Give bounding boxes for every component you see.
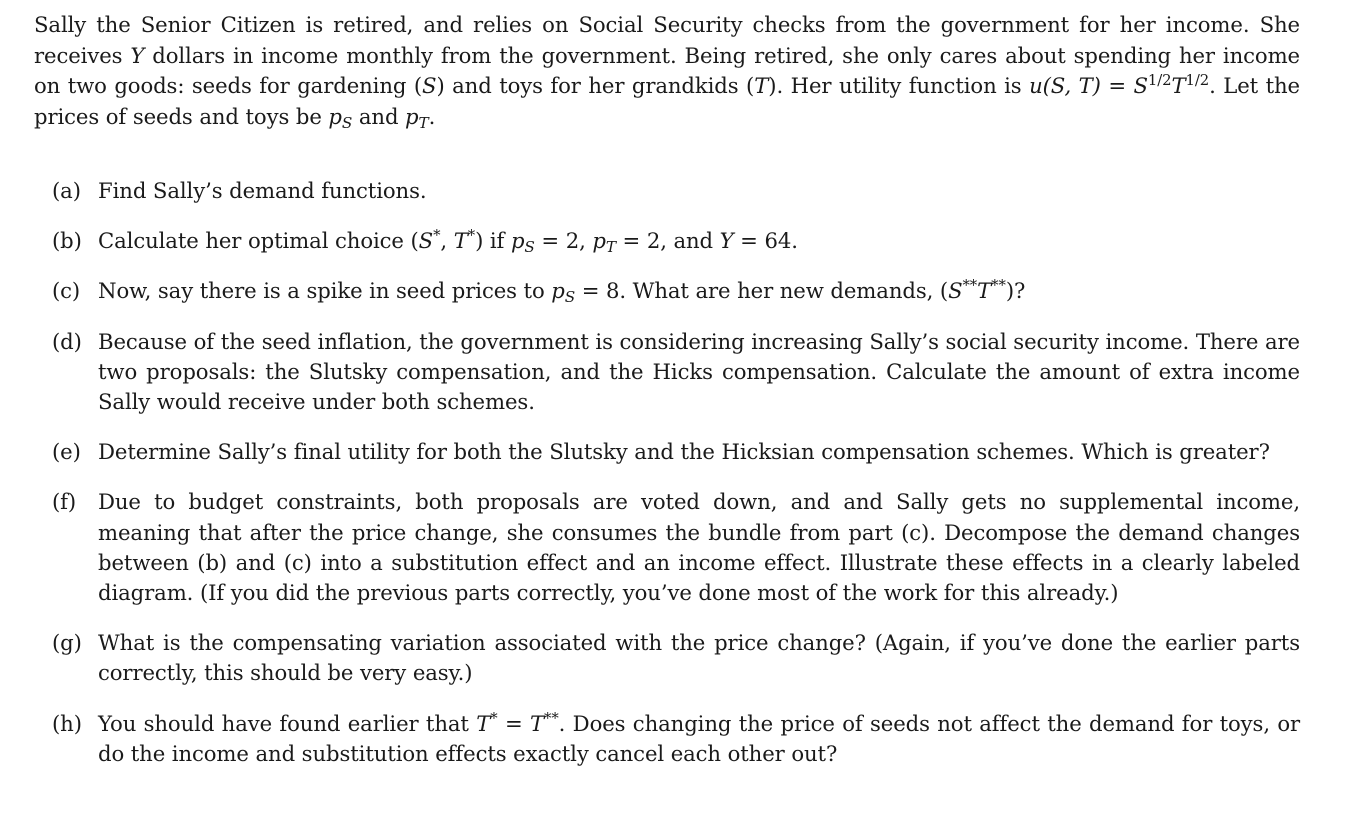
problem-intro <box>34 10 1300 132</box>
question-e <box>52 437 1300 467</box>
question-label: (e) <box>52 439 81 465</box>
question-d <box>52 327 1300 418</box>
question-text: Calculate her optimal choice (S*, T*) if $p_S = 2$, $p_T = 2$, and Y = 64. <box>98 227 798 257</box>
question-h <box>52 709 1300 769</box>
question-text: Due to budget constraints, both proposals are voted down, and and Sally gets no supplemental income, meaning that after the price change, she consumes the bundle from part (c). Decompose the demand changes between (b) and (c) into a substitution effect and an income effect. Illustrate these effects in a clearly labeled diagram. (If you did the previous parts correctly, you’ve done most of the work for this already.) <box>98 489 1300 606</box>
question-text: Now, say there is a spike in seed prices to $p_S = 8$. What are her new demands, (S**T**)? <box>98 277 1026 307</box>
intro-text: ) and toys for her grandkids ( <box>436 73 755 98</box>
var-income: Y <box>130 42 145 68</box>
question-label: (f) <box>52 489 77 515</box>
intro-text: ). Her utility function is <box>768 73 1030 98</box>
question-text: Find Sally’s demand functions. <box>98 178 427 203</box>
intro-text: Sally the Senior Citizen is retired, and relies on Social Security checks from the government for her income. She receives <box>34 12 1300 68</box>
intro-text: . Let the prices of seeds and toys be <box>34 73 1300 129</box>
question-label: (b) <box>52 228 82 254</box>
question-label: (c) <box>52 278 81 304</box>
var-seeds: S <box>422 73 437 98</box>
question-text: What is the compensating variation associated with the price change? (Again, if you’ve done the earlier parts correctly, this should be very easy.) <box>98 630 1300 686</box>
intro-text: dollars in income monthly from the government. Being retired, she only cares about spending her income on two goods: seeds for gardening ( <box>34 42 1300 98</box>
question-label: (g) <box>52 630 82 656</box>
question-text: Because of the seed inflation, the government is considering increasing Sally’s social security income. There are two proposals: the Slutsky compensation, and the Hicks compensation. Calculate the amount of extra income Sally would receive under both schemes. <box>98 328 1300 415</box>
question-text: Determine Sally’s final utility for both the Slutsky and the Hicksian compensation schemes. Which is greater? <box>98 439 1270 465</box>
question-c <box>52 276 1300 306</box>
question-label: (d) <box>52 328 82 354</box>
question-label: (a) <box>52 178 81 203</box>
price-seeds: $p_S$ <box>328 103 353 132</box>
utility-function: u(S, $T) = S^{1/2}T^{1/2}$ <box>1029 71 1210 98</box>
question-f <box>52 487 1300 608</box>
price-toys: $p_T$ <box>405 103 429 132</box>
problem-page <box>34 10 1300 132</box>
intro-text: and <box>352 103 406 129</box>
intro-text: . <box>428 103 436 129</box>
question-list <box>52 176 1300 769</box>
var-toys: T <box>754 73 769 98</box>
question-g <box>52 628 1300 688</box>
question-a <box>52 176 1300 206</box>
question-b <box>52 226 1300 256</box>
question-label: (h) <box>52 710 82 736</box>
question-text: You should have found earlier that T* = T**. Does changing the price of seeds not affect the demand for toys, or do the income and substitution effects exactly cancel each other out? <box>98 709 1301 766</box>
